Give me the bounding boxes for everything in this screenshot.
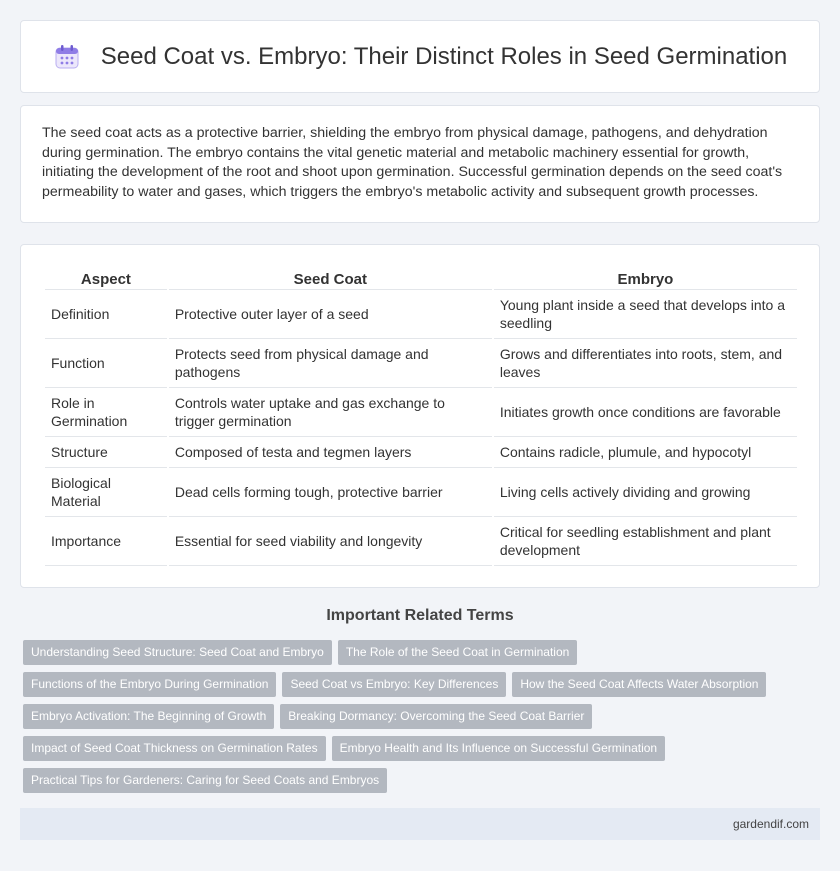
related-term-link[interactable]: Functions of the Embryo During Germination bbox=[23, 672, 276, 697]
cell-embryo: Contains radicle, plumule, and hypocotyl bbox=[494, 437, 797, 468]
comparison-table bbox=[43, 262, 799, 566]
cell-seed-coat: Essential for seed viability and longevity bbox=[169, 517, 492, 566]
footer bbox=[20, 808, 820, 840]
related-term-link[interactable]: How the Seed Coat Affects Water Absorption bbox=[512, 672, 766, 697]
related-term-link[interactable]: Breaking Dormancy: Overcoming the Seed Coat Barrier bbox=[280, 704, 592, 729]
related-term-link[interactable]: Embryo Health and Its Influence on Successful Germination bbox=[332, 736, 666, 761]
related-term-link[interactable]: The Role of the Seed Coat in Germination bbox=[338, 640, 577, 665]
tag-row bbox=[23, 704, 803, 729]
table-row bbox=[45, 517, 797, 566]
table-row bbox=[45, 339, 797, 388]
tag-row bbox=[23, 768, 803, 793]
header-seed-coat: Seed Coat bbox=[169, 262, 492, 290]
related-term-link[interactable]: Practical Tips for Gardeners: Caring for Seed Coats and Embryos bbox=[23, 768, 387, 793]
tag-row bbox=[23, 672, 803, 697]
cell-aspect: Biological Material bbox=[45, 468, 167, 517]
page-title: Seed Coat vs. Embryo: Their Distinct Roles in Seed Germination bbox=[100, 42, 788, 70]
cell-aspect: Structure bbox=[45, 437, 167, 468]
cell-aspect: Importance bbox=[45, 517, 167, 566]
calendar-icon bbox=[53, 43, 81, 71]
table-row bbox=[45, 468, 797, 517]
header-embryo: Embryo bbox=[494, 262, 797, 290]
intro-card bbox=[20, 105, 820, 223]
cell-embryo: Initiates growth once conditions are favorable bbox=[494, 388, 797, 437]
related-terms-title: Important Related Terms bbox=[326, 607, 514, 624]
related-terms-list bbox=[23, 640, 803, 800]
cell-embryo: Young plant inside a seed that develops into a seedling bbox=[494, 290, 797, 339]
table-row bbox=[45, 437, 797, 468]
table-row bbox=[45, 290, 797, 339]
intro-paragraph: The seed coat acts as a protective barrier, shielding the embryo from physical damage, pathogens, and dehydration during germination. The embryo contains the vital genetic material and metabolic machinery essential for growth, initiating the development of the root and shoot upon germination. Successful germination depends on the seed coat's permeability to water and gases, which triggers the embryo's metabolic activity and subsequent growth processes. bbox=[42, 125, 783, 200]
cell-embryo: Critical for seedling establishment and plant development bbox=[494, 517, 797, 566]
header-aspect: Aspect bbox=[45, 262, 167, 290]
related-term-link[interactable]: Seed Coat vs Embryo: Key Differences bbox=[282, 672, 506, 697]
title-row bbox=[21, 21, 819, 92]
cell-aspect: Function bbox=[45, 339, 167, 388]
table-row bbox=[45, 388, 797, 437]
cell-aspect: Definition bbox=[45, 290, 167, 339]
related-term-link[interactable]: Embryo Activation: The Beginning of Growth bbox=[23, 704, 274, 729]
related-term-link[interactable]: Impact of Seed Coat Thickness on Germination Rates bbox=[23, 736, 326, 761]
table-header-row bbox=[45, 262, 797, 290]
cell-seed-coat: Composed of testa and tegmen layers bbox=[169, 437, 492, 468]
tag-row bbox=[23, 736, 803, 761]
cell-aspect: Role in Germination bbox=[45, 388, 167, 437]
tag-row bbox=[23, 640, 803, 665]
cell-seed-coat: Protective outer layer of a seed bbox=[169, 290, 492, 339]
title-card bbox=[20, 20, 820, 93]
related-term-link[interactable]: Understanding Seed Structure: Seed Coat and Embryo bbox=[23, 640, 332, 665]
cell-seed-coat: Controls water uptake and gas exchange to trigger germination bbox=[169, 388, 492, 437]
cell-seed-coat: Dead cells forming tough, protective barrier bbox=[169, 468, 492, 517]
cell-seed-coat: Protects seed from physical damage and pathogens bbox=[169, 339, 492, 388]
comparison-card bbox=[20, 244, 820, 588]
cell-embryo: Grows and differentiates into roots, stem, and leaves bbox=[494, 339, 797, 388]
footer-site-name: gardendif.com bbox=[732, 817, 809, 831]
cell-embryo: Living cells actively dividing and growing bbox=[494, 468, 797, 517]
